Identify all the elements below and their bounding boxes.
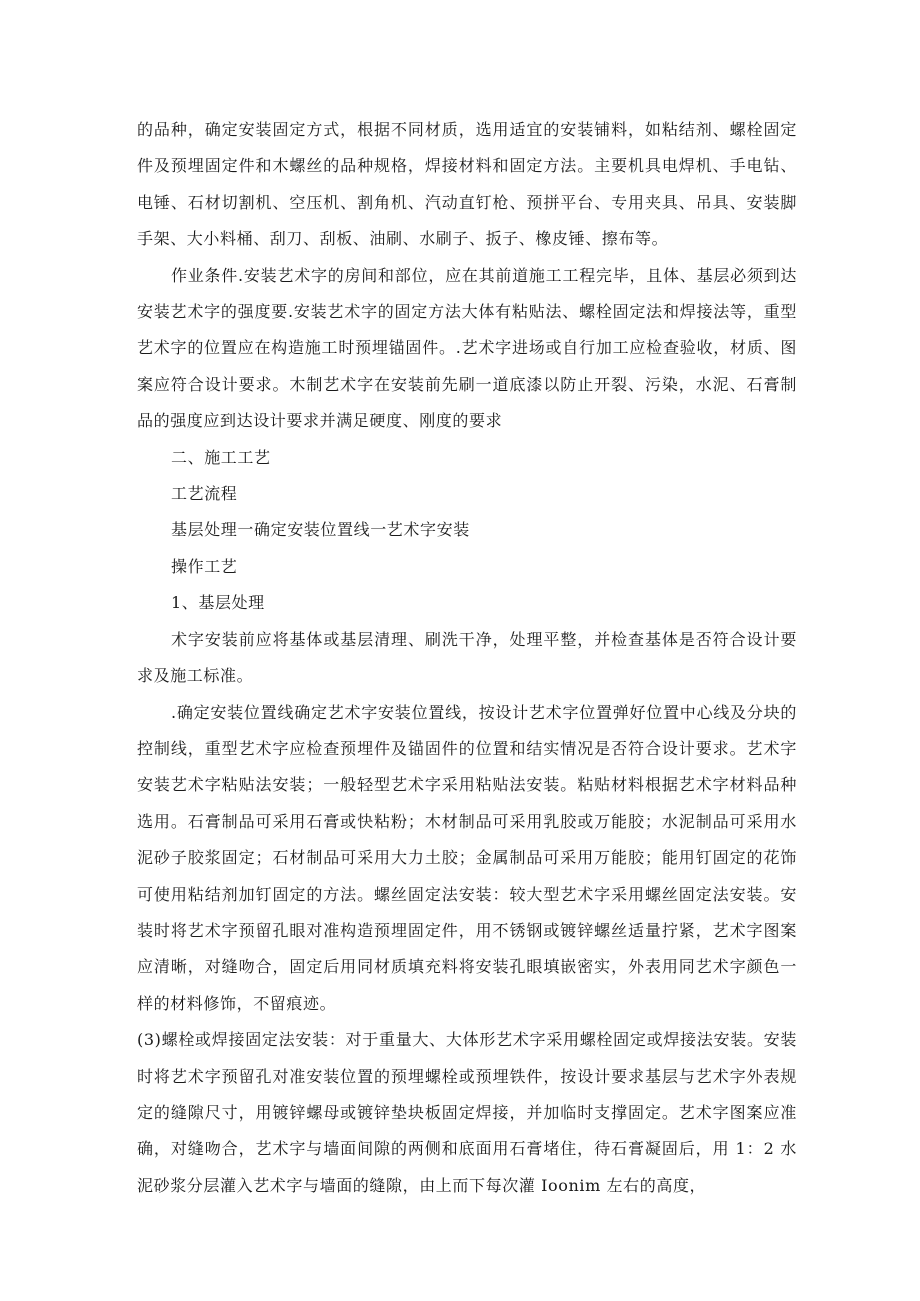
section-heading-construction-process: 二、施工工艺: [171, 447, 271, 467]
paragraph-materials-tools: 的品种，确定安装固定方式，根据不同材质，选用适宜的安装铺料，如粘结剂、螺栓固定件及预埋固定件和木螺丝的品种规格，焊接材料和固定方法。主要机具电焊机、手电钻、电锤、石材切割机、空压机、割角机、汽动直钉枪、预拼平台、专用夹具、吊具、安装脚手架、大小料桶、刮刀、刮板、油刷、水刷子、扳子、橡皮锤、擦布等。: [137, 120, 797, 249]
subheading-operation-process: 操作工艺: [171, 556, 238, 576]
paragraph-bolt-weld-install: (3)螺栓或焊接固定法安装：对于重量大、大体形艺术字采用螺栓固定或焊接法安装。安装时将艺术字预留孔对准安装位置的预埋螺栓或预埋铁件，按设计要求基层与艺术字外表规定的缝隙尺寸，用镀锌螺母或镀锌垫块板固定焊接，并加临时支撑固定。艺术字图案应准确，对缝吻合，艺术字与墙面间隙的两侧和底面用石膏堵住，待石膏凝固后，用 1：2 水泥砂浆分层灌入艺术字与墙面的缝隙，由上而下每次灌 Ioonim 左右的高度，: [137, 1030, 797, 1195]
paragraph-install-position: .确定安装位置线确定艺术字安装位置线，按设计艺术字位置弹好位置中心线及分块的控制线，重型艺术字应检查预埋件及锚固件的位置和结实情况是否符合设计要求。艺术字安装艺术字粘贴法安装；一般轻型艺术字采用粘贴法安装。粘贴材料根据艺术字材料品种选用。石膏制品可采用石膏或快粘粉；木材制品可采用乳胶或万能胶；水泥制品可采用水泥砂子胶浆固定；石材制品可采用大力土胶；金属制品可采用万能胶；能用钉固定的花饰可使用粘结剂加钉固定的方法。螺丝固定法安装：较大型艺术字采用螺丝固定法安装。安装时将艺术字预留孔眼对准构造预埋固定件，用不锈钢或镀锌螺丝适量拧紧，艺术字图案应清晰，对缝吻合，固定后用同材质填充料将安装孔眼填嵌密实，外表用同艺术字颜色一样的材料修饰，不留痕迹。: [137, 702, 797, 1013]
paragraph-base-treatment: 术字安装前应将基体或基层清理、刷洗干净，处理平整，并检查基体是否符合设计要求及施工标准。: [137, 629, 797, 686]
paragraph-process-flow: 基层处理一确定安装位置线一艺术字安装: [171, 520, 470, 540]
subheading-process-flow: 工艺流程: [171, 484, 238, 504]
paragraph-work-conditions: 作业条件.安装艺术字的房间和部位，应在其前道施工工程完毕，且体、基层必须到达安装艺术字的强度要.安装艺术字的固定方法大体有粘贴法、螺栓固定法和焊接法等，重型艺术字的位置应在构造施工时预埋锚固件。.艺术字进场或自行加工应检查验收，材质、图案应符合设计要求。木制艺术字在安装前先刷一道底漆以防止开裂、污染，水泥、石膏制品的强度应到达设计要求并满足硬度、刚度的要求: [137, 265, 797, 431]
subheading-base-treatment: 1、基层处理: [171, 593, 265, 613]
document-page: [137, 112, 797, 1204]
